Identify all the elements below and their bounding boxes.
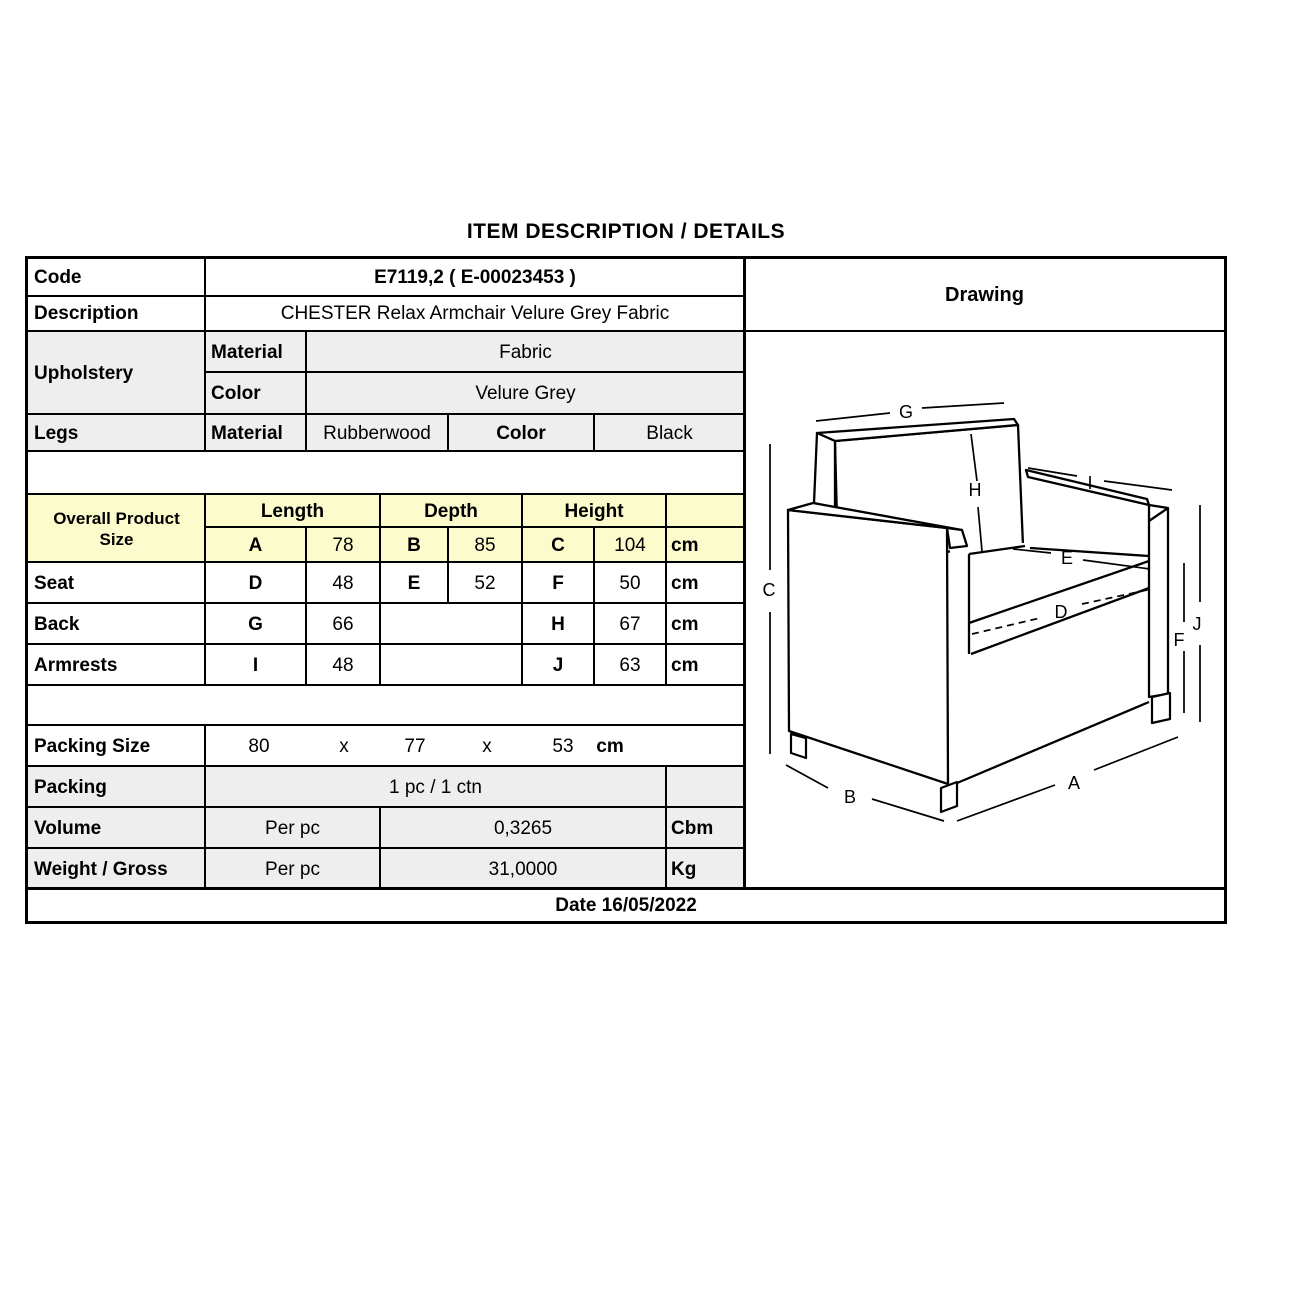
legs-color-label: Color	[496, 422, 546, 444]
dim-label-i: I	[1087, 473, 1093, 493]
packing-label: Packing	[34, 776, 107, 798]
armrests-unit: cm	[671, 654, 699, 676]
packing-size-sep2: x	[482, 735, 492, 757]
upholstery-material-value: Fabric	[499, 341, 552, 363]
armrests-length-key: I	[252, 654, 259, 676]
weight-unit: Kg	[671, 858, 697, 880]
legs-color-value: Black	[646, 422, 693, 444]
weight-value: 31,0000	[488, 858, 558, 880]
code-label: Code	[34, 266, 82, 288]
seat-height-val: 50	[619, 572, 641, 594]
legs-label: Legs	[34, 422, 79, 444]
spec-table	[25, 256, 1227, 924]
upholstery-label: Upholstery	[34, 362, 134, 384]
front-left-leg	[941, 782, 957, 812]
dim-label-h: H	[968, 480, 982, 500]
size-height-header: Height	[564, 500, 624, 522]
dim-label-g: G	[898, 402, 914, 422]
seat-length-key: D	[248, 572, 263, 594]
back-left-cap	[814, 433, 835, 508]
size-label: Overall Product Size	[53, 509, 180, 549]
seat-height-key: F	[552, 572, 564, 594]
packing-size-v2: 77	[404, 735, 426, 757]
back-unit: cm	[671, 613, 699, 635]
upholstery-material-label: Material	[211, 341, 283, 363]
volume-value: 0,3265	[493, 817, 553, 839]
page-title: ITEM DESCRIPTION / DETAILS	[466, 220, 786, 243]
description-value: CHESTER Relax Armchair Velure Grey Fabric	[280, 303, 670, 325]
packing-size-v3: 53	[552, 735, 574, 757]
dim-label-f: F	[1173, 630, 1185, 650]
back-length-val: 66	[332, 613, 354, 635]
seat-label: Seat	[34, 572, 75, 594]
armrests-height-val: 63	[619, 654, 641, 676]
back-height-key: H	[551, 613, 565, 635]
armchair-drawing	[745, 332, 1224, 890]
upholstery-color-label: Color	[211, 383, 261, 405]
dim-label-b: B	[843, 787, 857, 807]
size-overall-depth-val: 85	[474, 534, 496, 556]
size-overall-height-val: 104	[614, 534, 646, 556]
seat-depth-val: 52	[474, 572, 496, 594]
volume-unit: Cbm	[671, 817, 714, 839]
size-length-header: Length	[260, 500, 325, 522]
description-label: Description	[34, 303, 139, 325]
legs-material-value: Rubberwood	[323, 422, 431, 444]
back-height-val: 67	[619, 613, 641, 635]
upholstery-color-value: Velure Grey	[475, 383, 576, 405]
dim-label-e: E	[1060, 548, 1074, 568]
packing-value: 1 pc / 1 ctn	[389, 776, 482, 798]
drawing-title: Drawing	[945, 284, 1024, 306]
seat-length-val: 48	[332, 572, 354, 594]
size-overall-depth-key: B	[407, 534, 421, 556]
dim-label-j: J	[1192, 614, 1202, 634]
code-value: E7119,2 ( E-00023453 )	[374, 266, 576, 288]
seat-unit: cm	[671, 572, 699, 594]
right-arm-front-post	[1149, 505, 1168, 697]
front-right-leg	[1152, 693, 1170, 723]
size-overall-length-key: A	[248, 534, 263, 556]
packing-size-sep1: x	[339, 735, 349, 757]
dim-label-c: C	[762, 580, 776, 600]
weight-label: Weight / Gross	[34, 858, 168, 880]
size-overall-height-key: C	[551, 534, 565, 556]
armrests-height-key: J	[552, 654, 564, 676]
size-overall-length-val: 78	[332, 534, 354, 556]
size-depth-header: Depth	[424, 500, 478, 522]
back-label: Back	[34, 613, 80, 635]
back-length-key: G	[248, 613, 263, 635]
left-arm-outer-face	[788, 510, 948, 784]
date: Date 16/05/2022	[555, 894, 697, 916]
back-left-leg	[791, 734, 806, 758]
volume-per: Per pc	[265, 817, 320, 839]
volume-label: Volume	[34, 817, 102, 839]
seat-depth-key: E	[407, 572, 421, 594]
dim-label-a: A	[1067, 773, 1081, 793]
legs-material-label: Material	[211, 422, 283, 444]
packing-size-v1: 80	[248, 735, 270, 757]
weight-per: Per pc	[265, 858, 320, 880]
armrests-length-val: 48	[332, 654, 354, 676]
dim-label-d: D	[1054, 602, 1068, 622]
packing-size-label: Packing Size	[34, 735, 151, 757]
size-overall-unit: cm	[671, 534, 699, 556]
packing-size-unit: cm	[596, 735, 624, 757]
armrests-label: Armrests	[34, 654, 118, 676]
